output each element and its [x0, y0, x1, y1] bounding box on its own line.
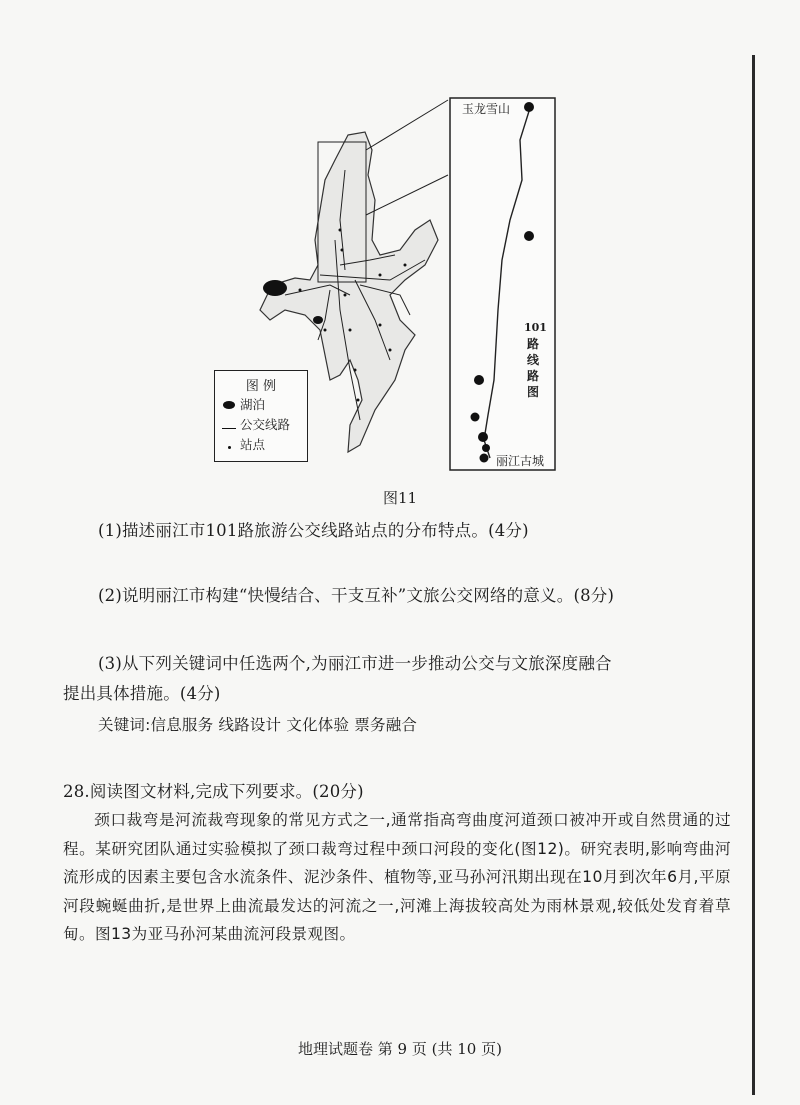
legend-lake-label: 湖泊 [240, 397, 266, 412]
keywords: 关键词:信息服务 线路设计 文化体验 票务融合 [98, 716, 418, 734]
figure-caption: 图11 [382, 489, 418, 507]
inset-bottom-label: 丽江古城 [496, 454, 545, 468]
figure-11 [200, 80, 570, 480]
question-3-line-2: 提出具体措施。(4分) [63, 684, 221, 703]
route-name [524, 320, 547, 400]
question-28-material: 颈口裁弯是河流裁弯现象的常见方式之一,通常指高弯曲度河道颈口被冲开或自然贯通的过程。某研究团队通过实验模拟了颈口裁弯过程中颈口河段的变化(图12)。研究表明,影响弯曲河流形成的因素主要包含水流条件、泥沙条件、植物等,亚马孙河汛期出现在10月到次年6月,平原河段蜿蜒曲折,是世界上曲流最发达的河流之一,河滩上海拔较高处为雨林景观,较低处发育着草甸。图13为亚马孙河某曲流河段景观图。 [63, 811, 731, 944]
page-footer: 地理试题卷 第 9 页 (共 10 页) [298, 1040, 502, 1058]
inset-top-label: 玉龙雪山 [462, 102, 511, 116]
question-3-line-1: (3)从下列关键词中任选两个,为丽江市进一步推动公交与文旅深度融合 [98, 654, 612, 673]
line-symbol-icon [222, 428, 236, 429]
legend-bus-line [221, 415, 290, 433]
route-char: 图 [526, 385, 539, 399]
route-char: 路 [526, 369, 539, 383]
question-28-heading: 28.阅读图文材料,完成下列要求。(20分) [63, 782, 364, 801]
legend-title: 图 例 [245, 379, 277, 394]
legend-station [221, 435, 265, 453]
question-1: (1)描述丽江市101路旅游公交线路站点的分布特点。(4分) [98, 521, 529, 540]
question-2: (2)说明丽江市构建“快慢结合、干支互补”文旅公交网络的意义。(8分) [98, 586, 615, 605]
legend-station-label: 站点 [240, 437, 266, 452]
legend [214, 370, 308, 462]
inset-frame [450, 98, 555, 470]
legend-lake [221, 395, 265, 413]
station-symbol-icon [228, 446, 231, 449]
route-char: 路 [526, 337, 539, 351]
lake-symbol-icon [223, 401, 235, 409]
route-char: 线 [526, 353, 539, 367]
binding-line [752, 55, 755, 1095]
legend-bus-line-label: 公交线路 [240, 417, 291, 432]
route-number: 101 [524, 321, 547, 334]
